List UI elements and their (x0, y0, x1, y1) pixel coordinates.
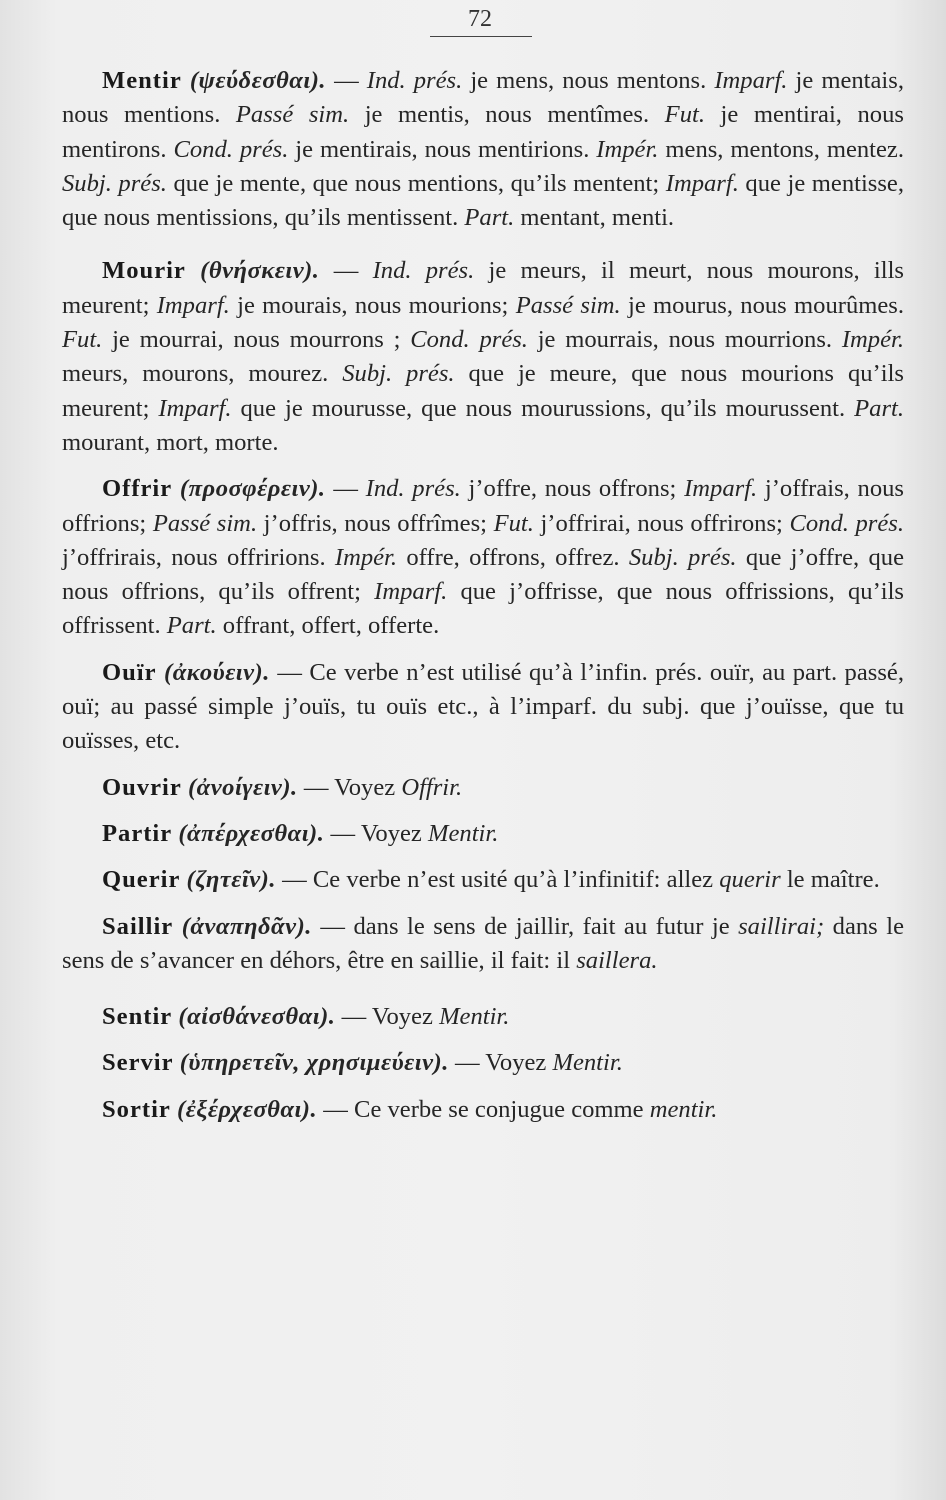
tense-label: Subj. prés. (342, 360, 455, 388)
conjugation-text: que je mourusse, que nous mourussions, qu’ils mourussent. (231, 394, 855, 422)
conjugation-text: je mens, nous mentons. (462, 67, 715, 94)
conjugation-text: meurs, mourons, mourez. (62, 360, 343, 388)
conjugation-text: je mentais, nous mentions. (62, 67, 904, 129)
tense-label: Cond. prés. (173, 135, 289, 163)
conjugation-text: j’offris, nous offrîmes; (257, 509, 494, 537)
entry-saillir (62, 910, 904, 979)
conjugation-text: — (325, 475, 366, 503)
tense-label: Imparf. (714, 67, 788, 94)
tense-label: Passé sim. (235, 101, 350, 129)
entry-sentir (62, 1000, 904, 1034)
verb-headword: Querir (102, 866, 181, 894)
italic-reference: Mentir. (439, 1003, 510, 1031)
tense-label: Imparf. (158, 394, 232, 422)
greek-translation: (ὑπηρετεῖν, χρησιμεύειν). (179, 1049, 449, 1077)
conjugation-text: que je mente, que nous mentions, qu’ils mentent; (166, 169, 666, 197)
verb-entries (62, 64, 904, 1139)
tense-label: Imparf. (374, 578, 448, 606)
tense-label: Part. (854, 394, 905, 422)
italic-reference: Mentir. (552, 1049, 623, 1077)
tense-label: Ind. prés. (366, 67, 463, 94)
tense-label: Fut. (493, 509, 534, 537)
conjugation-text: j’offrais, nous offrions; (62, 475, 905, 537)
tense-label: Part. (464, 204, 515, 232)
italic-reference: Mentir. (428, 819, 499, 847)
greek-translation: (θνήσκειν). (200, 257, 320, 285)
page-number-rule (430, 36, 532, 37)
verb-headword: Offrir (102, 475, 173, 503)
greek-translation: (ἀνοίγειν). (187, 773, 298, 801)
tense-label: Fut. (62, 326, 103, 354)
conjugation-text: — Voyez (335, 1003, 440, 1031)
conjugation-text: j’offre, nous offrons; (460, 475, 685, 503)
tense-label: Subj. prés. (62, 169, 167, 197)
conjugation-text: je meurs, il meurt, nous mourons, ills meurent; (62, 257, 905, 319)
tense-label: Passé sim. (515, 291, 621, 319)
entry-mentir (62, 64, 904, 235)
tense-label: Imparf. (684, 475, 758, 503)
conjugation-text: je mourrais, nous mourrions. (527, 326, 842, 354)
entry-partir (62, 817, 904, 851)
tense-label: Impér. (334, 543, 398, 571)
conjugation-text: dans le sens de s’avancer en déhors, être en saillie, il fait: il (62, 912, 904, 974)
tense-label: Part. (166, 612, 217, 640)
verb-headword: Sentir (102, 1003, 173, 1031)
conjugation-text: mourant, mort, morte. (62, 428, 279, 456)
italic-reference: mentir. (649, 1095, 718, 1123)
entry-servir (62, 1046, 904, 1080)
greek-translation: (ψεύδεσθαι). (189, 67, 327, 94)
conjugation-text: — (326, 67, 367, 94)
conjugation-text: je mourrai, nous mourrons ; (102, 326, 411, 354)
greek-translation: (ἀναπηδᾶν). (181, 912, 312, 940)
conjugation-text: j’offrirai, nous offrirons; (533, 509, 790, 537)
greek-translation: (προσφέρειν). (179, 475, 326, 503)
conjugation-text: j’offrirais, nous offririons. (62, 543, 335, 571)
italic-reference: saillera. (576, 946, 658, 974)
conjugation-text: — Ce verbe n’est utilisé qu’à l’infin. prés. ouïr, au part. passé, ouï; au passé simple j’ouïs, tu ouïs etc., à l’imparf. du subj. que j’ouïsse, que tu ouïsses, etc. (62, 658, 904, 755)
conjugation-text: — Voyez (297, 773, 402, 801)
tense-label: Ind. prés. (372, 257, 475, 285)
italic-reference: querir (719, 866, 781, 894)
tense-label: Fut. (664, 101, 705, 129)
conjugation-text: mentant, menti. (514, 204, 675, 232)
greek-translation: (ἀπέρχεσθαι). (178, 819, 325, 847)
entry-ouvrir (62, 771, 904, 805)
greek-translation: (ἐξέρχεσθαι). (177, 1095, 318, 1123)
verb-headword: Mentir (102, 67, 182, 94)
entry-sortir (62, 1093, 904, 1127)
conjugation-text: — dans le sens de jaillir, fait au futur je (311, 912, 739, 940)
conjugation-text: — Voyez (324, 819, 429, 847)
tense-label: Impér. (596, 135, 659, 163)
tense-label: Imparf. (665, 169, 739, 197)
conjugation-text: je mentirais, nous mentirions. (288, 135, 597, 163)
conjugation-text: que j’offre, que nous offrions, qu’ils offrent; (62, 543, 904, 606)
tense-label: Subj. prés. (628, 543, 737, 571)
page-number: 72 (468, 6, 492, 32)
conjugation-text: je mentirai, nous mentirons. (62, 101, 904, 163)
conjugation-text: je mourus, nous mourûmes. (620, 291, 905, 319)
verb-headword: Sortir (102, 1095, 171, 1123)
conjugation-text: — Voyez (448, 1049, 553, 1077)
verb-headword: Ouvrir (102, 773, 182, 801)
conjugation-text: — Ce verbe n’est usité qu’à l’infinitif: allez (275, 866, 720, 894)
greek-translation: (ἀκούειν). (164, 658, 270, 686)
conjugation-text: offrant, offert, offerte. (216, 612, 440, 640)
conjugation-text: mens, mentons, mentez. (658, 135, 904, 163)
conjugation-text: offre, offrons, offrez. (397, 543, 629, 571)
conjugation-text: que j’offrisse, que nous offrissions, qu’ils offrissent. (62, 578, 904, 640)
greek-translation: (ζητεῖν). (186, 866, 276, 894)
conjugation-text: — Ce verbe se conjugue comme (317, 1095, 650, 1123)
entry-ouir (62, 656, 904, 759)
tense-label: Ind. prés. (365, 475, 461, 503)
tense-label: Cond. prés. (410, 326, 528, 354)
conjugation-text: le maître. (780, 866, 880, 894)
tense-label: Cond. prés. (789, 509, 904, 537)
verb-headword: Ouïr (102, 658, 157, 686)
tense-label: Passé sim. (152, 509, 258, 537)
verb-headword: Partir (102, 819, 173, 847)
conjugation-text: je mourais, nous mourions; (229, 291, 516, 319)
verb-headword: Saillir (102, 912, 174, 940)
entry-mourir (62, 254, 904, 460)
italic-reference: Offrir. (401, 773, 463, 801)
verb-headword: Servir (102, 1049, 174, 1077)
tense-label: Impér. (841, 326, 904, 354)
tense-label: Imparf. (156, 291, 230, 319)
conjugation-text: je mentis, nous mentîmes. (349, 101, 665, 129)
conjugation-text: que je meure, que nous mourions qu’ils meurent; (62, 360, 904, 422)
italic-reference: saillirai; (738, 912, 825, 940)
verb-headword: Mourir (102, 257, 186, 285)
conjugation-text: que je mentisse, que nous mentissions, qu’ils mentissent. (62, 169, 905, 232)
entry-querir (62, 863, 904, 897)
conjugation-text: — (319, 257, 373, 285)
greek-translation: (αἰσθάνεσθαι). (178, 1003, 336, 1031)
entry-offrir (62, 472, 904, 643)
